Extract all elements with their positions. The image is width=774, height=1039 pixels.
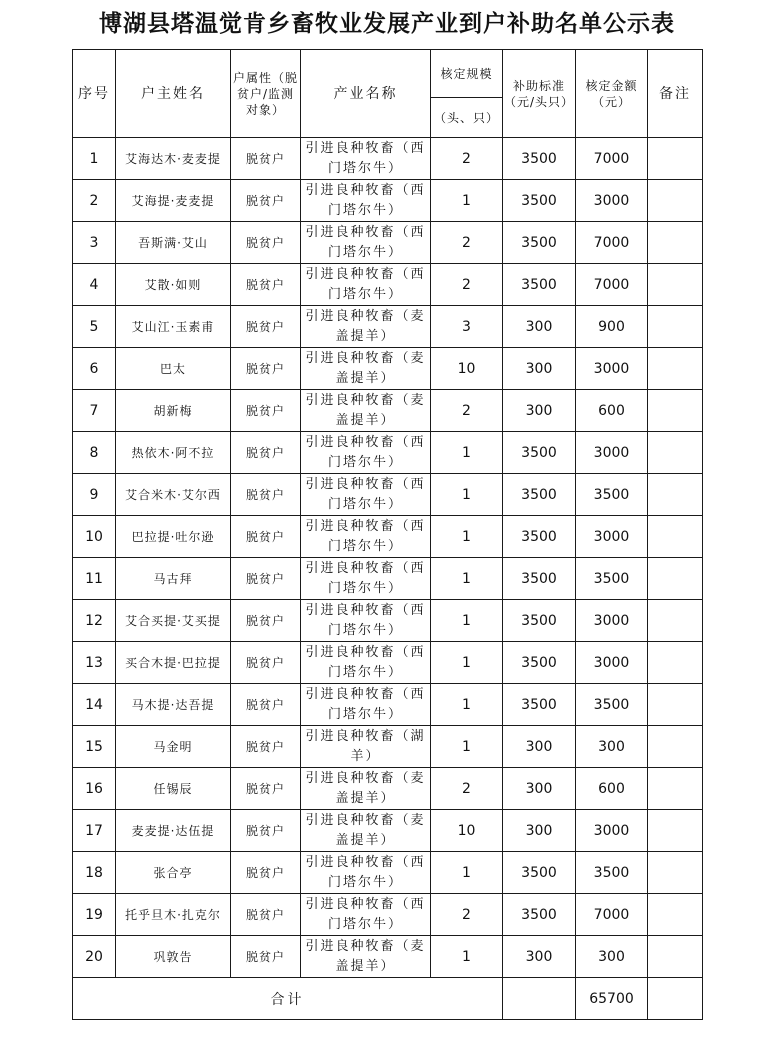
- cell-scale: 1: [431, 516, 503, 558]
- header-amount: 核定金额（元）: [576, 50, 648, 138]
- cell-standard: 3500: [503, 264, 576, 306]
- cell-scale: 1: [431, 684, 503, 726]
- cell-industry: 引进良种牧畜（西门塔尔牛）: [301, 600, 431, 642]
- cell-no: 18: [73, 852, 116, 894]
- header-name: 户主姓名: [116, 50, 231, 138]
- header-industry: 产业名称: [301, 50, 431, 138]
- total-note: [648, 978, 703, 1020]
- total-empty: [503, 978, 576, 1020]
- cell-amount: 3000: [576, 810, 648, 852]
- cell-note: [648, 222, 703, 264]
- cell-note: [648, 810, 703, 852]
- table-row: [73, 600, 703, 642]
- cell-type: 脱贫户: [231, 726, 301, 768]
- cell-scale: 1: [431, 558, 503, 600]
- cell-no: 10: [73, 516, 116, 558]
- cell-no: 4: [73, 264, 116, 306]
- cell-note: [648, 432, 703, 474]
- cell-amount: 300: [576, 936, 648, 978]
- cell-type: 脱贫户: [231, 600, 301, 642]
- cell-type: 脱贫户: [231, 390, 301, 432]
- table-row: [73, 726, 703, 768]
- cell-industry: 引进良种牧畜（西门塔尔牛）: [301, 558, 431, 600]
- cell-standard: 300: [503, 726, 576, 768]
- cell-type: 脱贫户: [231, 222, 301, 264]
- cell-scale: 1: [431, 474, 503, 516]
- cell-note: [648, 180, 703, 222]
- cell-scale: 2: [431, 138, 503, 180]
- cell-no: 3: [73, 222, 116, 264]
- cell-amount: 7000: [576, 894, 648, 936]
- cell-note: [648, 726, 703, 768]
- cell-name: 艾合买提·艾买提: [116, 600, 231, 642]
- cell-name: 巴太: [116, 348, 231, 390]
- cell-note: [648, 390, 703, 432]
- cell-type: 脱贫户: [231, 642, 301, 684]
- cell-note: [648, 516, 703, 558]
- cell-note: [648, 684, 703, 726]
- cell-scale: 10: [431, 810, 503, 852]
- total-label: 合计: [73, 978, 503, 1020]
- cell-industry: 引进良种牧畜（麦盖提羊）: [301, 306, 431, 348]
- cell-standard: 300: [503, 768, 576, 810]
- cell-industry: 引进良种牧畜（西门塔尔牛）: [301, 852, 431, 894]
- cell-type: 脱贫户: [231, 936, 301, 978]
- cell-industry: 引进良种牧畜（湖羊）: [301, 726, 431, 768]
- header-type: 户属性（脱贫户/监测对象）: [231, 50, 301, 138]
- table-row: [73, 810, 703, 852]
- page-title: 博湖县塔温觉肯乡畜牧业发展产业到户补助名单公示表: [99, 10, 675, 37]
- cell-type: 脱贫户: [231, 768, 301, 810]
- cell-no: 5: [73, 306, 116, 348]
- table-row: [73, 222, 703, 264]
- cell-standard: 300: [503, 348, 576, 390]
- cell-note: [648, 348, 703, 390]
- table-row: [73, 306, 703, 348]
- cell-amount: 3000: [576, 600, 648, 642]
- cell-scale: 2: [431, 894, 503, 936]
- cell-scale: 2: [431, 222, 503, 264]
- cell-amount: 3000: [576, 642, 648, 684]
- cell-standard: 3500: [503, 600, 576, 642]
- cell-name: 艾海达木·麦麦提: [116, 138, 231, 180]
- cell-no: 14: [73, 684, 116, 726]
- header-scale: 核定规模: [431, 50, 503, 98]
- cell-type: 脱贫户: [231, 180, 301, 222]
- table-body: [73, 138, 703, 978]
- cell-standard: 3500: [503, 516, 576, 558]
- cell-note: [648, 600, 703, 642]
- cell-no: 13: [73, 642, 116, 684]
- cell-type: 脱贫户: [231, 894, 301, 936]
- cell-industry: 引进良种牧畜（西门塔尔牛）: [301, 684, 431, 726]
- table-row: [73, 390, 703, 432]
- cell-no: 1: [73, 138, 116, 180]
- cell-name: 马木提·达吾提: [116, 684, 231, 726]
- table-row: [73, 642, 703, 684]
- table-row: [73, 348, 703, 390]
- cell-industry: 引进良种牧畜（麦盖提羊）: [301, 936, 431, 978]
- cell-note: [648, 936, 703, 978]
- cell-type: 脱贫户: [231, 348, 301, 390]
- cell-name: 巴拉提·吐尔逊: [116, 516, 231, 558]
- cell-amount: 3000: [576, 432, 648, 474]
- cell-standard: 3500: [503, 894, 576, 936]
- cell-name: 张合亭: [116, 852, 231, 894]
- cell-industry: 引进良种牧畜（西门塔尔牛）: [301, 432, 431, 474]
- cell-no: 9: [73, 474, 116, 516]
- cell-scale: 10: [431, 348, 503, 390]
- cell-standard: 300: [503, 936, 576, 978]
- cell-scale: 2: [431, 264, 503, 306]
- cell-standard: 3500: [503, 684, 576, 726]
- cell-scale: 1: [431, 600, 503, 642]
- cell-name: 艾散·如则: [116, 264, 231, 306]
- table-row: [73, 138, 703, 180]
- cell-standard: 300: [503, 390, 576, 432]
- cell-amount: 600: [576, 768, 648, 810]
- cell-scale: 1: [431, 180, 503, 222]
- table-row: [73, 768, 703, 810]
- cell-name: 艾海提·麦麦提: [116, 180, 231, 222]
- cell-amount: 3500: [576, 684, 648, 726]
- cell-standard: 3500: [503, 222, 576, 264]
- cell-type: 脱贫户: [231, 264, 301, 306]
- cell-type: 脱贫户: [231, 558, 301, 600]
- cell-no: 17: [73, 810, 116, 852]
- cell-industry: 引进良种牧畜（麦盖提羊）: [301, 390, 431, 432]
- cell-note: [648, 264, 703, 306]
- table-row: [73, 516, 703, 558]
- table-row: [73, 852, 703, 894]
- cell-name: 马古拜: [116, 558, 231, 600]
- cell-no: 19: [73, 894, 116, 936]
- cell-industry: 引进良种牧畜（西门塔尔牛）: [301, 264, 431, 306]
- header-standard: 补助标准（元/头只）: [503, 50, 576, 138]
- total-row: [73, 978, 703, 1020]
- cell-amount: 7000: [576, 222, 648, 264]
- cell-industry: 引进良种牧畜（西门塔尔牛）: [301, 222, 431, 264]
- cell-type: 脱贫户: [231, 516, 301, 558]
- cell-no: 2: [73, 180, 116, 222]
- cell-name: 买合木提·巴拉提: [116, 642, 231, 684]
- cell-standard: 3500: [503, 432, 576, 474]
- cell-scale: 2: [431, 390, 503, 432]
- cell-name: 艾山江·玉素甫: [116, 306, 231, 348]
- cell-name: 巩敦告: [116, 936, 231, 978]
- cell-name: 任锡辰: [116, 768, 231, 810]
- cell-note: [648, 642, 703, 684]
- cell-standard: 3500: [503, 852, 576, 894]
- cell-note: [648, 474, 703, 516]
- cell-note: [648, 894, 703, 936]
- cell-note: [648, 768, 703, 810]
- cell-type: 脱贫户: [231, 432, 301, 474]
- cell-type: 脱贫户: [231, 474, 301, 516]
- cell-name: 胡新梅: [116, 390, 231, 432]
- cell-type: 脱贫户: [231, 306, 301, 348]
- cell-scale: 2: [431, 768, 503, 810]
- header-no: 序号: [73, 50, 116, 138]
- header-note: 备注: [648, 50, 703, 138]
- cell-industry: 引进良种牧畜（西门塔尔牛）: [301, 474, 431, 516]
- cell-scale: 1: [431, 726, 503, 768]
- cell-industry: 引进良种牧畜（西门塔尔牛）: [301, 138, 431, 180]
- cell-industry: 引进良种牧畜（西门塔尔牛）: [301, 180, 431, 222]
- cell-type: 脱贫户: [231, 138, 301, 180]
- cell-standard: 3500: [503, 138, 576, 180]
- cell-no: 15: [73, 726, 116, 768]
- subsidy-table: [72, 49, 703, 1020]
- cell-scale: 3: [431, 306, 503, 348]
- table-row: [73, 264, 703, 306]
- cell-industry: 引进良种牧畜（麦盖提羊）: [301, 768, 431, 810]
- cell-standard: 3500: [503, 180, 576, 222]
- cell-industry: 引进良种牧畜（西门塔尔牛）: [301, 516, 431, 558]
- cell-type: 脱贫户: [231, 684, 301, 726]
- cell-industry: 引进良种牧畜（西门塔尔牛）: [301, 642, 431, 684]
- cell-no: 7: [73, 390, 116, 432]
- cell-amount: 3000: [576, 180, 648, 222]
- cell-no: 12: [73, 600, 116, 642]
- cell-name: 马金明: [116, 726, 231, 768]
- cell-no: 20: [73, 936, 116, 978]
- total-amount: 65700: [576, 978, 648, 1020]
- cell-name: 热依木·阿不拉: [116, 432, 231, 474]
- cell-name: 托乎旦木·扎克尔: [116, 894, 231, 936]
- cell-no: 8: [73, 432, 116, 474]
- cell-amount: 3000: [576, 348, 648, 390]
- cell-name: 吾斯满·艾山: [116, 222, 231, 264]
- cell-scale: 1: [431, 852, 503, 894]
- cell-scale: 1: [431, 936, 503, 978]
- cell-note: [648, 558, 703, 600]
- cell-type: 脱贫户: [231, 810, 301, 852]
- cell-amount: 3500: [576, 558, 648, 600]
- cell-industry: 引进良种牧畜（麦盖提羊）: [301, 810, 431, 852]
- cell-note: [648, 852, 703, 894]
- cell-standard: 300: [503, 810, 576, 852]
- cell-standard: 3500: [503, 474, 576, 516]
- cell-scale: 1: [431, 642, 503, 684]
- cell-amount: 7000: [576, 138, 648, 180]
- cell-no: 16: [73, 768, 116, 810]
- cell-name: 麦麦提·达伍提: [116, 810, 231, 852]
- header-scale-unit: （头、只）: [431, 98, 503, 138]
- cell-type: 脱贫户: [231, 852, 301, 894]
- cell-standard: 3500: [503, 558, 576, 600]
- cell-no: 6: [73, 348, 116, 390]
- cell-industry: 引进良种牧畜（西门塔尔牛）: [301, 894, 431, 936]
- table-row: [73, 558, 703, 600]
- cell-amount: 900: [576, 306, 648, 348]
- cell-amount: 3500: [576, 474, 648, 516]
- table-row: [73, 474, 703, 516]
- cell-note: [648, 306, 703, 348]
- table-row: [73, 432, 703, 474]
- cell-amount: 7000: [576, 264, 648, 306]
- cell-amount: 600: [576, 390, 648, 432]
- cell-scale: 1: [431, 432, 503, 474]
- cell-note: [648, 138, 703, 180]
- cell-industry: 引进良种牧畜（麦盖提羊）: [301, 348, 431, 390]
- cell-amount: 3000: [576, 516, 648, 558]
- cell-standard: 3500: [503, 642, 576, 684]
- cell-no: 11: [73, 558, 116, 600]
- cell-name: 艾合米木·艾尔西: [116, 474, 231, 516]
- table-row: [73, 180, 703, 222]
- cell-amount: 300: [576, 726, 648, 768]
- cell-amount: 3500: [576, 852, 648, 894]
- table-row: [73, 684, 703, 726]
- cell-standard: 300: [503, 306, 576, 348]
- table-row: [73, 894, 703, 936]
- table-row: [73, 936, 703, 978]
